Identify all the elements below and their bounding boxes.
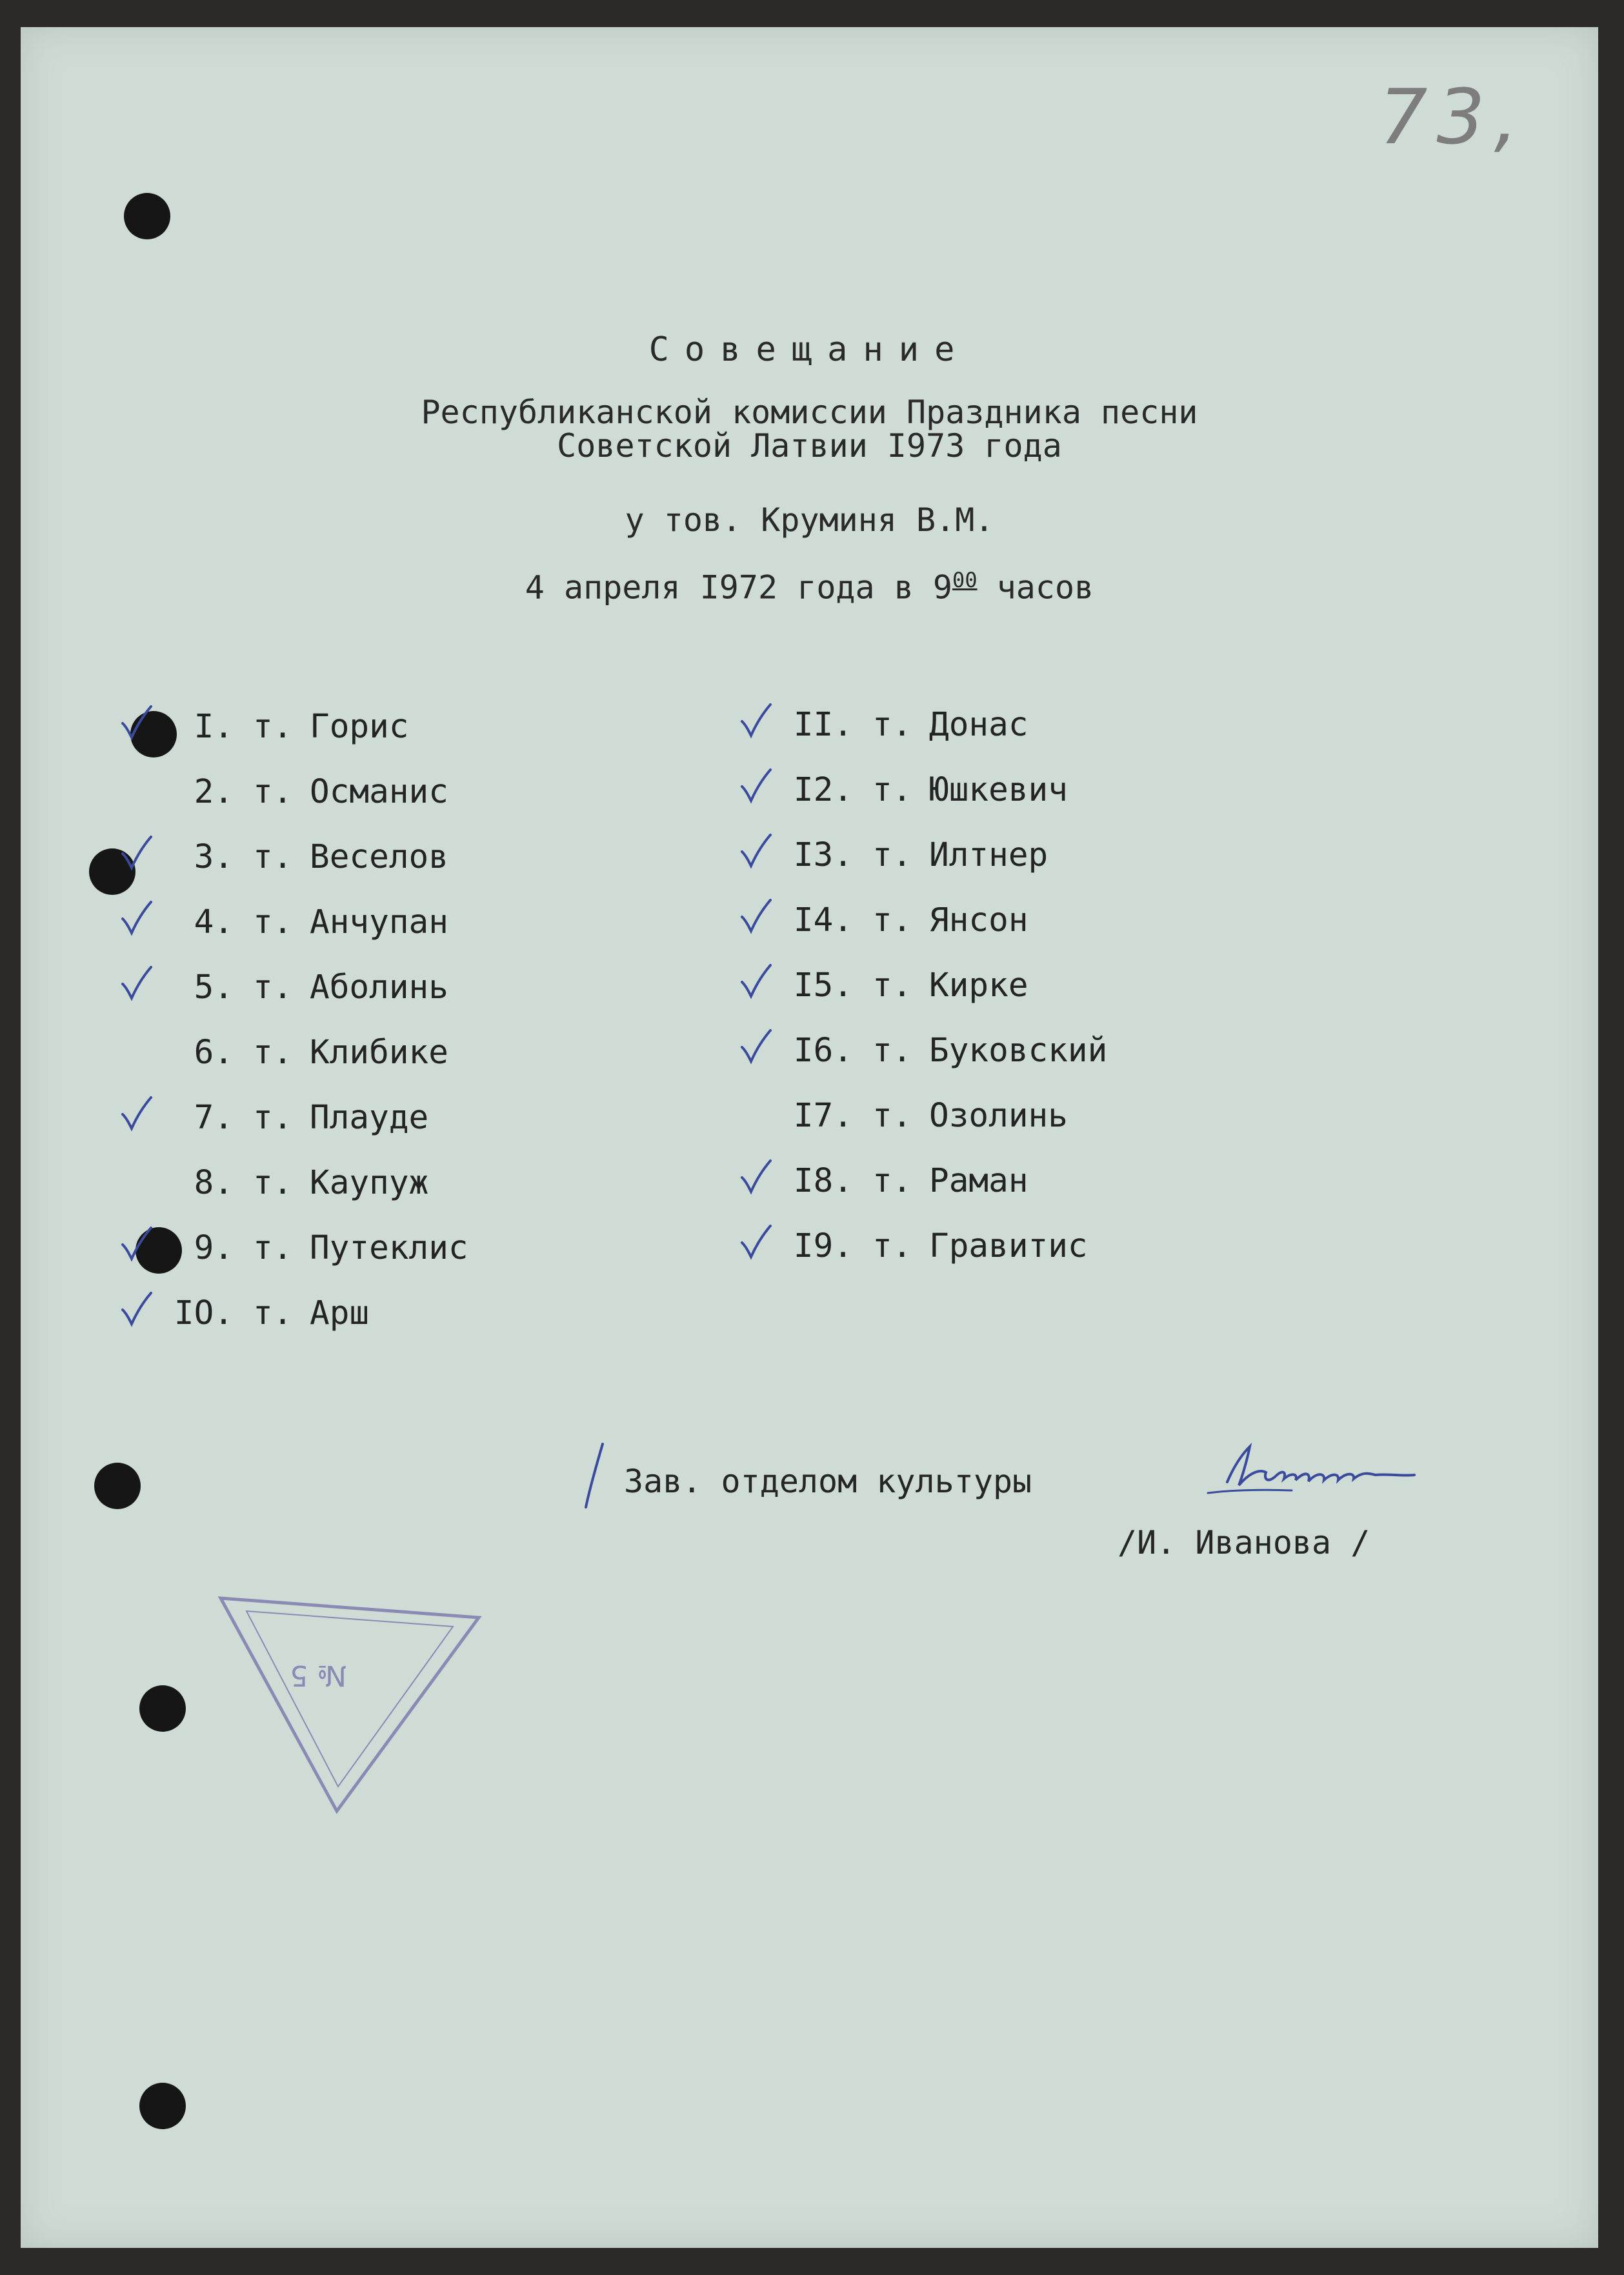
- checkmark-icon: [117, 1095, 156, 1134]
- checkmark-icon: [117, 899, 156, 938]
- attendee-number: 2.: [194, 773, 234, 811]
- attendee-prefix: т.: [253, 903, 293, 941]
- attendee-prefix: т.: [872, 967, 912, 1005]
- document-title: Совещание: [648, 330, 970, 369]
- meeting-host: у тов. Круминя В.М.: [625, 501, 994, 539]
- attendee-number: I8.: [793, 1162, 853, 1200]
- checkmark-icon: [737, 1028, 776, 1067]
- signer-name: /И. Иванова /: [1118, 1524, 1370, 1561]
- attendee-number: 5.: [194, 968, 234, 1007]
- document-page: [21, 27, 1598, 2248]
- attendee-number: 7.: [194, 1099, 234, 1137]
- attendee-prefix: т.: [872, 1227, 912, 1265]
- checkmark-icon: [737, 1158, 776, 1197]
- attendee-number: I6.: [793, 1032, 853, 1070]
- attendee-name: Раман: [929, 1162, 1028, 1200]
- attendee-number: 4.: [194, 903, 234, 941]
- punch-hole: [139, 1685, 186, 1732]
- checkmark-icon: [737, 897, 776, 936]
- checkmark-icon: [117, 1290, 156, 1329]
- attendee-prefix: т.: [253, 1099, 293, 1137]
- attendee-prefix: т.: [253, 1164, 293, 1202]
- attendee-prefix: т.: [872, 1097, 912, 1135]
- attendee-name: Веселов: [310, 838, 448, 876]
- attendee-name: Озолинь: [929, 1097, 1068, 1135]
- punch-hole: [139, 2083, 186, 2129]
- attendee-number: I4.: [793, 901, 853, 939]
- checkmark-icon: [737, 767, 776, 806]
- triangular-stamp: [214, 1585, 485, 1818]
- time-superscript: 00: [952, 568, 977, 592]
- attendee-number: IO.: [174, 1294, 234, 1332]
- attendee-prefix: т.: [253, 838, 293, 876]
- subtitle-line-1: Республиканской комиссии Праздника песни: [421, 394, 1198, 431]
- attendee-name: Аболинь: [310, 968, 448, 1007]
- attendee-number: II.: [793, 706, 853, 744]
- handwritten-signature: [1201, 1434, 1440, 1505]
- checkmark-icon: [737, 832, 776, 871]
- attendee-name: Анчупан: [310, 903, 448, 941]
- attendee-number: 3.: [194, 838, 234, 876]
- date-suffix: часов: [996, 568, 1094, 606]
- punch-hole: [124, 193, 170, 239]
- attendee-name: Кирке: [929, 967, 1028, 1005]
- checkmark-icon: [737, 963, 776, 1001]
- attendee-number: I9.: [793, 1227, 853, 1265]
- attendee-prefix: т.: [872, 836, 912, 874]
- attendee-name: Буковский: [929, 1032, 1108, 1070]
- attendee-name: Османис: [310, 773, 448, 811]
- checkmark-icon: [737, 1223, 776, 1262]
- attendee-prefix: т.: [253, 1034, 293, 1072]
- attendee-prefix: т.: [872, 771, 912, 809]
- checkmark-icon: [117, 965, 156, 1003]
- attendee-prefix: т.: [253, 708, 293, 746]
- attendee-number: I2.: [793, 771, 853, 809]
- attendee-name: Гравитис: [929, 1227, 1088, 1265]
- attendee-number: I5.: [793, 967, 853, 1005]
- date-prefix: 4 апреля I972 года в 9: [525, 568, 953, 606]
- attendee-name: Янсон: [929, 901, 1028, 939]
- attendee-number: I3.: [793, 836, 853, 874]
- page-number: 73,: [1379, 72, 1527, 161]
- attendee-name: Каупуж: [310, 1164, 429, 1202]
- attendee-prefix: т.: [253, 1294, 293, 1332]
- punch-hole: [94, 1463, 141, 1509]
- attendee-number: 8.: [194, 1164, 234, 1202]
- attendee-name: Клибике: [310, 1034, 448, 1072]
- attendee-name: Илтнер: [929, 836, 1048, 874]
- attendee-number: 6.: [194, 1034, 234, 1072]
- attendee-name: Горис: [310, 708, 409, 746]
- attendee-number: 9.: [194, 1229, 234, 1267]
- department-label: Зав. отделом культуры: [624, 1463, 1032, 1500]
- slash-mark: [582, 1440, 608, 1511]
- subtitle-line-2: Советской Латвии I973 года: [557, 427, 1062, 465]
- checkmark-icon: [737, 702, 776, 741]
- attendee-number: I.: [194, 708, 234, 746]
- attendee-prefix: т.: [872, 901, 912, 939]
- attendee-name: Юшкевич: [929, 771, 1068, 809]
- stamp-number: № 5: [290, 1659, 346, 1692]
- attendee-prefix: т.: [872, 706, 912, 744]
- attendee-name: Плауде: [310, 1099, 429, 1137]
- attendee-name: Путеклис: [310, 1229, 468, 1267]
- checkmark-icon: [117, 704, 156, 743]
- attendee-name: Арш: [310, 1294, 370, 1332]
- attendee-prefix: т.: [253, 1229, 293, 1267]
- attendee-prefix: т.: [253, 773, 293, 811]
- attendee-prefix: т.: [872, 1032, 912, 1070]
- attendee-prefix: т.: [253, 968, 293, 1007]
- attendee-number: I7.: [793, 1097, 853, 1135]
- meeting-datetime: [21, 568, 1598, 606]
- checkmark-icon: [117, 834, 156, 873]
- checkmark-icon: [117, 1225, 156, 1264]
- attendee-name: Донас: [929, 706, 1028, 744]
- attendee-prefix: т.: [872, 1162, 912, 1200]
